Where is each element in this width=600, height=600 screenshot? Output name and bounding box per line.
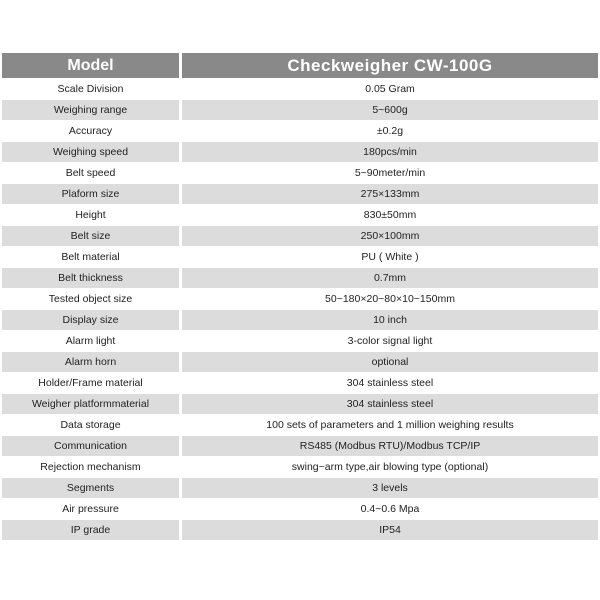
spec-label: Display size <box>2 310 182 331</box>
table-row <box>2 268 598 289</box>
spec-value: 5~600g <box>182 100 598 121</box>
spec-label: Belt material <box>2 247 182 268</box>
table-row <box>2 142 598 163</box>
spec-label: Air pressure <box>2 499 182 520</box>
table-row <box>2 373 598 394</box>
table-row <box>2 436 598 457</box>
spec-value: 304 stainless steel <box>182 373 598 394</box>
spec-label: Scale Division <box>2 79 182 100</box>
table-row <box>2 79 598 100</box>
spec-value: IP54 <box>182 520 598 541</box>
table-row <box>2 457 598 478</box>
table-row <box>2 163 598 184</box>
spec-value: 100 sets of parameters and 1 million weighing results <box>182 415 598 436</box>
spec-value: 0.05 Gram <box>182 79 598 100</box>
spec-value: 5~90meter/min <box>182 163 598 184</box>
spec-label: Alarm light <box>2 331 182 352</box>
spec-value: 0.7mm <box>182 268 598 289</box>
spec-label: Rejection mechanism <box>2 457 182 478</box>
spec-value: ±0.2g <box>182 121 598 142</box>
spec-label: Weighing range <box>2 100 182 121</box>
spec-value: 180pcs/min <box>182 142 598 163</box>
spec-label: Height <box>2 205 182 226</box>
spec-value: swing~arm type,air blowing type (optional) <box>182 457 598 478</box>
header-model-label: Model <box>2 53 182 79</box>
spec-label: Tested object size <box>2 289 182 310</box>
spec-label: Accuracy <box>2 121 182 142</box>
spec-label: Belt thickness <box>2 268 182 289</box>
spec-value: 830±50mm <box>182 205 598 226</box>
table-row <box>2 121 598 142</box>
table-row <box>2 499 598 520</box>
table-row <box>2 520 598 541</box>
table-row <box>2 310 598 331</box>
spec-value: RS485 (Modbus RTU)/Modbus TCP/IP <box>182 436 598 457</box>
spec-label: Holder/Frame material <box>2 373 182 394</box>
spec-table-body <box>2 79 598 541</box>
spec-label: Weighing speed <box>2 142 182 163</box>
spec-label: Plaform size <box>2 184 182 205</box>
table-row <box>2 352 598 373</box>
table-row <box>2 394 598 415</box>
spec-value: 10 inch <box>182 310 598 331</box>
table-row <box>2 247 598 268</box>
spec-label: Belt speed <box>2 163 182 184</box>
spec-label: Alarm horn <box>2 352 182 373</box>
table-row <box>2 226 598 247</box>
spec-value: 3 levels <box>182 478 598 499</box>
table-row <box>2 331 598 352</box>
spec-value: 250×100mm <box>182 226 598 247</box>
table-row <box>2 205 598 226</box>
header-model-value: Checkweigher CW-100G <box>182 53 598 79</box>
table-row <box>2 415 598 436</box>
spec-label: Segments <box>2 478 182 499</box>
spec-label: IP grade <box>2 520 182 541</box>
spec-value: optional <box>182 352 598 373</box>
spec-label: Weigher platformmaterial <box>2 394 182 415</box>
spec-value: 3-color signal light <box>182 331 598 352</box>
spec-value: PU ( White ) <box>182 247 598 268</box>
spec-value: 0.4~0.6 Mpa <box>182 499 598 520</box>
spec-value: 304 stainless steel <box>182 394 598 415</box>
spec-table <box>2 53 598 541</box>
spec-value: 50~180×20~80×10~150mm <box>182 289 598 310</box>
spec-label: Communication <box>2 436 182 457</box>
table-row <box>2 100 598 121</box>
spec-label: Belt size <box>2 226 182 247</box>
table-row <box>2 184 598 205</box>
table-row <box>2 478 598 499</box>
spec-label: Data storage <box>2 415 182 436</box>
spec-value: 275×133mm <box>182 184 598 205</box>
table-row <box>2 289 598 310</box>
table-header-row <box>2 53 598 79</box>
